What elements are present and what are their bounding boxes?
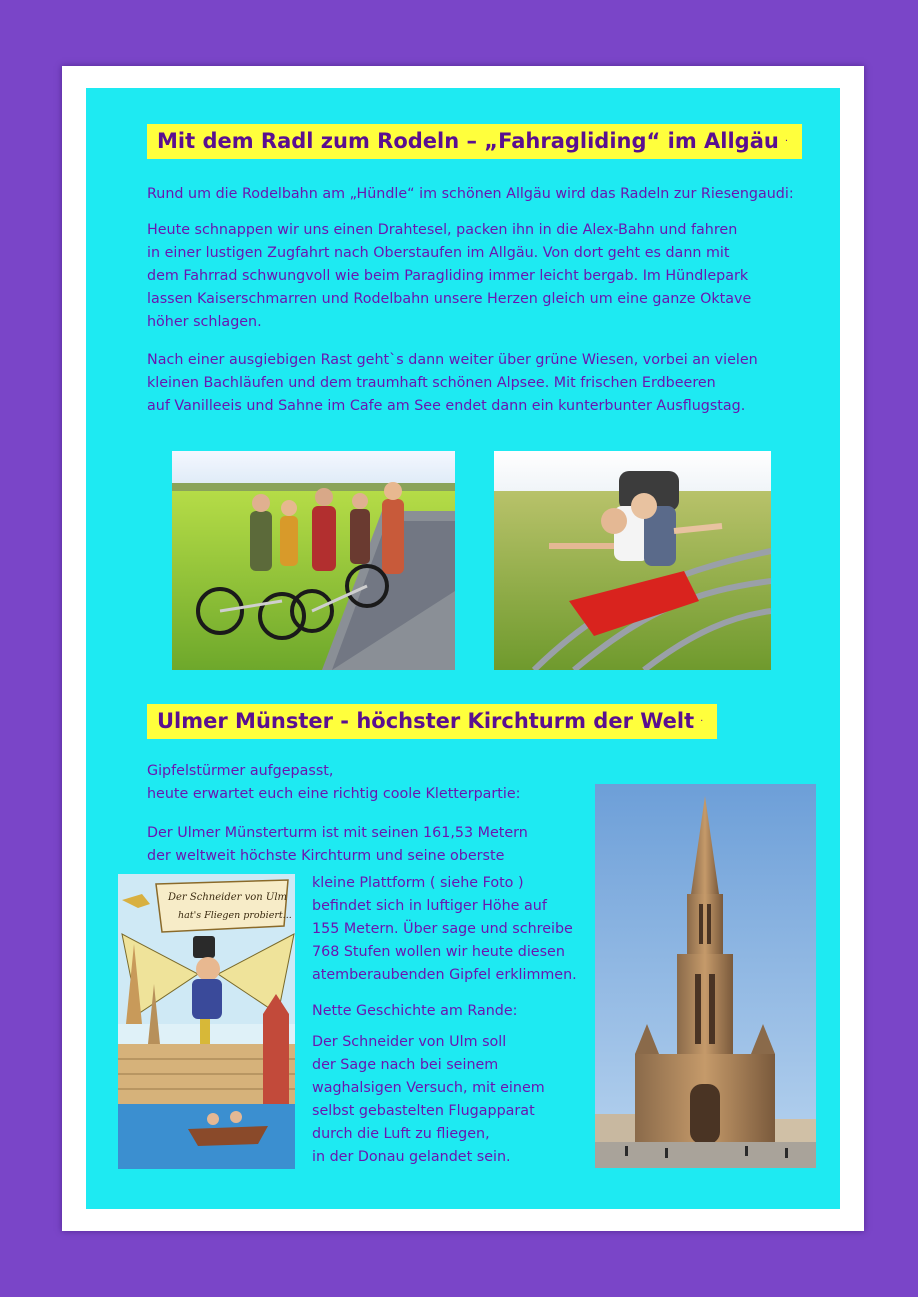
- banner-line-1: Der Schneider von Ulm: [168, 892, 288, 903]
- text-line: 768 Stufen wollen wir heute diesen: [312, 944, 565, 960]
- toboggan-photo: [494, 451, 771, 670]
- text-line: in der Donau gelandet sein.: [312, 1149, 511, 1165]
- story-title: Nette Geschichte am Rande:: [312, 1003, 518, 1019]
- text-line: dem Fahrrad schwungvoll wie beim Paragliding immer leicht bergab. Im Hündlepark: [147, 268, 749, 284]
- heading-mark: ·: [784, 136, 789, 147]
- text-line: in einer lustigen Zugfahrt nach Oberstaufen im Allgäu. Von dort geht es dann mit: [147, 245, 730, 261]
- text-line: atemberaubenden Gipfel erklimmen.: [312, 967, 577, 983]
- banner-line-2: hat's Fliegen probiert...: [178, 910, 292, 921]
- text-line: Der Schneider von Ulm soll: [312, 1034, 507, 1050]
- text-line: Nach einer ausgiebigen Rast geht`s dann weiter über grüne Wiesen, vorbei an vielen: [147, 352, 758, 368]
- text-line: auf Vanilleeis und Sahne im Cafe am See endet dann ein kunterbunter Ausflugstag.: [147, 398, 746, 414]
- section1-heading-text: Mit dem Radl zum Rodeln – „Fahragliding“ im Allgäu: [157, 129, 779, 153]
- text-line: heute erwartet euch eine richtig coole Kletterpartie:: [147, 786, 521, 802]
- text-line: kleine Plattform ( siehe Foto ): [312, 875, 524, 891]
- heading-mark: ·: [700, 716, 704, 727]
- tailor-of-ulm-illustration: [118, 874, 295, 1169]
- text-line: durch die Luft zu fliegen,: [312, 1126, 490, 1142]
- section2-heading: [147, 704, 717, 739]
- section1-heading: [147, 124, 802, 159]
- section2-heading-text: Ulmer Münster - höchster Kirchturm der Welt: [157, 709, 695, 733]
- text-line: befindet sich in luftiger Höhe auf: [312, 898, 547, 914]
- text-line: der Sage nach bei seinem: [312, 1057, 499, 1073]
- ulm-minster-photo: [595, 784, 816, 1168]
- text-line: Der Ulmer Münsterturm ist mit seinen 161,53 Metern: [147, 825, 528, 841]
- text-line: Heute schnappen wir uns einen Drahtesel, packen ihn in die Alex-Bahn und fahren: [147, 222, 738, 238]
- section1-intro: Rund um die Rodelbahn am „Hündle“ im schönen Allgäu wird das Radeln zur Riesengaudi:: [147, 186, 794, 202]
- cyclists-photo: [172, 451, 455, 670]
- text-line: Gipfelstürmer aufgepasst,: [147, 763, 334, 779]
- text-line: kleinen Bachläufen und dem traumhaft schönen Alpsee. Mit frischen Erdbeeren: [147, 375, 716, 391]
- text-line: höher schlagen.: [147, 314, 262, 330]
- text-line: lassen Kaiserschmarren und Rodelbahn unsere Herzen gleich um eine ganze Oktave: [147, 291, 752, 307]
- text-line: selbst gebastelten Flugapparat: [312, 1103, 535, 1119]
- text-line: der weltweit höchste Kirchturm und seine oberste: [147, 848, 505, 864]
- text-line: 155 Metern. Über sage und schreibe: [312, 921, 573, 937]
- text-line: waghalsigen Versuch, mit einem: [312, 1080, 545, 1096]
